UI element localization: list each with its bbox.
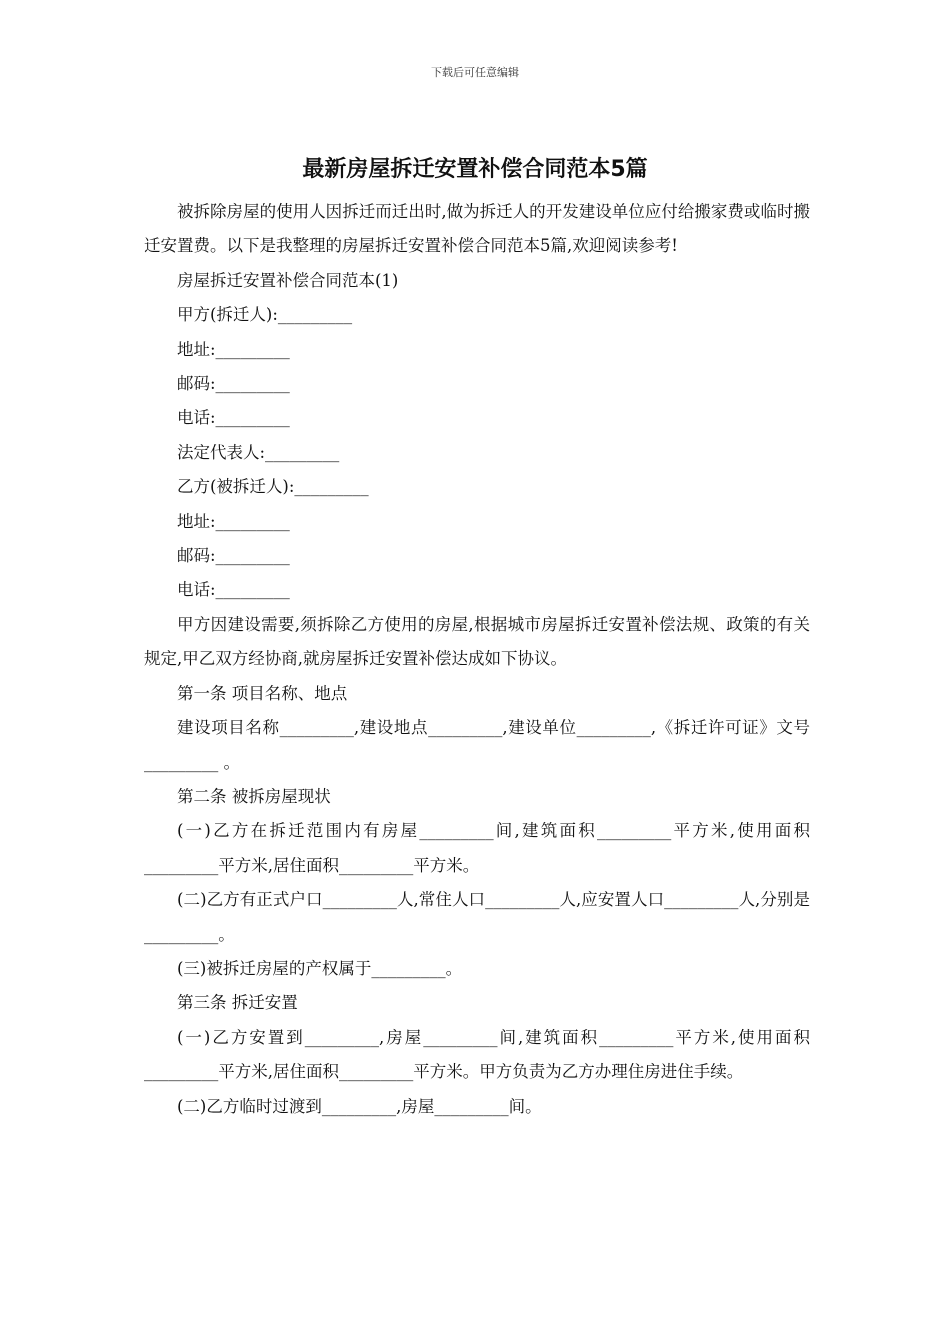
section-heading: 房屋拆迁安置补偿合同范本(1) bbox=[177, 270, 399, 290]
party-b-phone: 电话:_________ bbox=[177, 580, 290, 600]
article-1-heading: 第一条 项目名称、地点 bbox=[177, 683, 348, 703]
intro-paragraph: 被拆除房屋的使用人因拆迁而迁出时,做为拆迁人的开发建设单位应付给搬家费或临时搬迁安置费。以下是我整理的房屋拆迁安置补偿合同范本5篇,欢迎阅读参考! bbox=[144, 202, 810, 256]
header-note: 下载后可任意编辑 bbox=[431, 66, 519, 79]
article-2-item-1: (一)乙方在拆迁范围内有房屋_________间,建筑面积_________平方米,使用面积_________平方米,居住面积_________平方米。 bbox=[144, 821, 810, 875]
article-2-item-2: (二)乙方有正式户口_________人,常住人口_________人,应安置人口_________人,分别是_________。 bbox=[144, 890, 810, 944]
article-2-heading: 第二条 被拆房屋现状 bbox=[177, 786, 331, 806]
party-a-phone: 电话:_________ bbox=[177, 408, 290, 428]
party-b-address: 地址:_________ bbox=[177, 511, 290, 531]
party-b-field: 乙方(被拆迁人):_________ bbox=[177, 477, 369, 497]
article-1-text: 建设项目名称_________,建设地点_________,建设单位_________,《拆迁许可证》文号_________ 。 bbox=[144, 718, 810, 772]
agreement-preamble: 甲方因建设需要,须拆除乙方使用的房屋,根据城市房屋拆迁安置补偿法规、政策的有关规定,甲乙双方经协商,就房屋拆迁安置补偿达成如下协议。 bbox=[144, 614, 810, 669]
party-a-postcode: 邮码:_________ bbox=[177, 374, 290, 394]
document-title: 最新房屋拆迁安置补偿合同范本5篇 bbox=[302, 157, 648, 182]
article-3-item-1: (一)乙方安置到_________,房屋_________间,建筑面积_________平方米,使用面积_________平方米,居住面积_________平方米。甲方负责为乙方办理住房进住手续。 bbox=[144, 1027, 810, 1082]
article-2-item-3: (三)被拆迁房屋的产权属于_________。 bbox=[177, 958, 463, 978]
article-3-heading: 第三条 拆迁安置 bbox=[177, 993, 298, 1013]
party-b-postcode: 邮码:_________ bbox=[177, 546, 290, 566]
party-a-field: 甲方(拆迁人):_________ bbox=[177, 305, 353, 325]
party-a-legal-rep: 法定代表人:_________ bbox=[177, 442, 340, 462]
document-body bbox=[144, 195, 810, 1124]
party-a-address: 地址:_________ bbox=[177, 339, 290, 359]
article-3-item-2: (二)乙方临时过渡到_________,房屋_________间。 bbox=[177, 1096, 542, 1116]
